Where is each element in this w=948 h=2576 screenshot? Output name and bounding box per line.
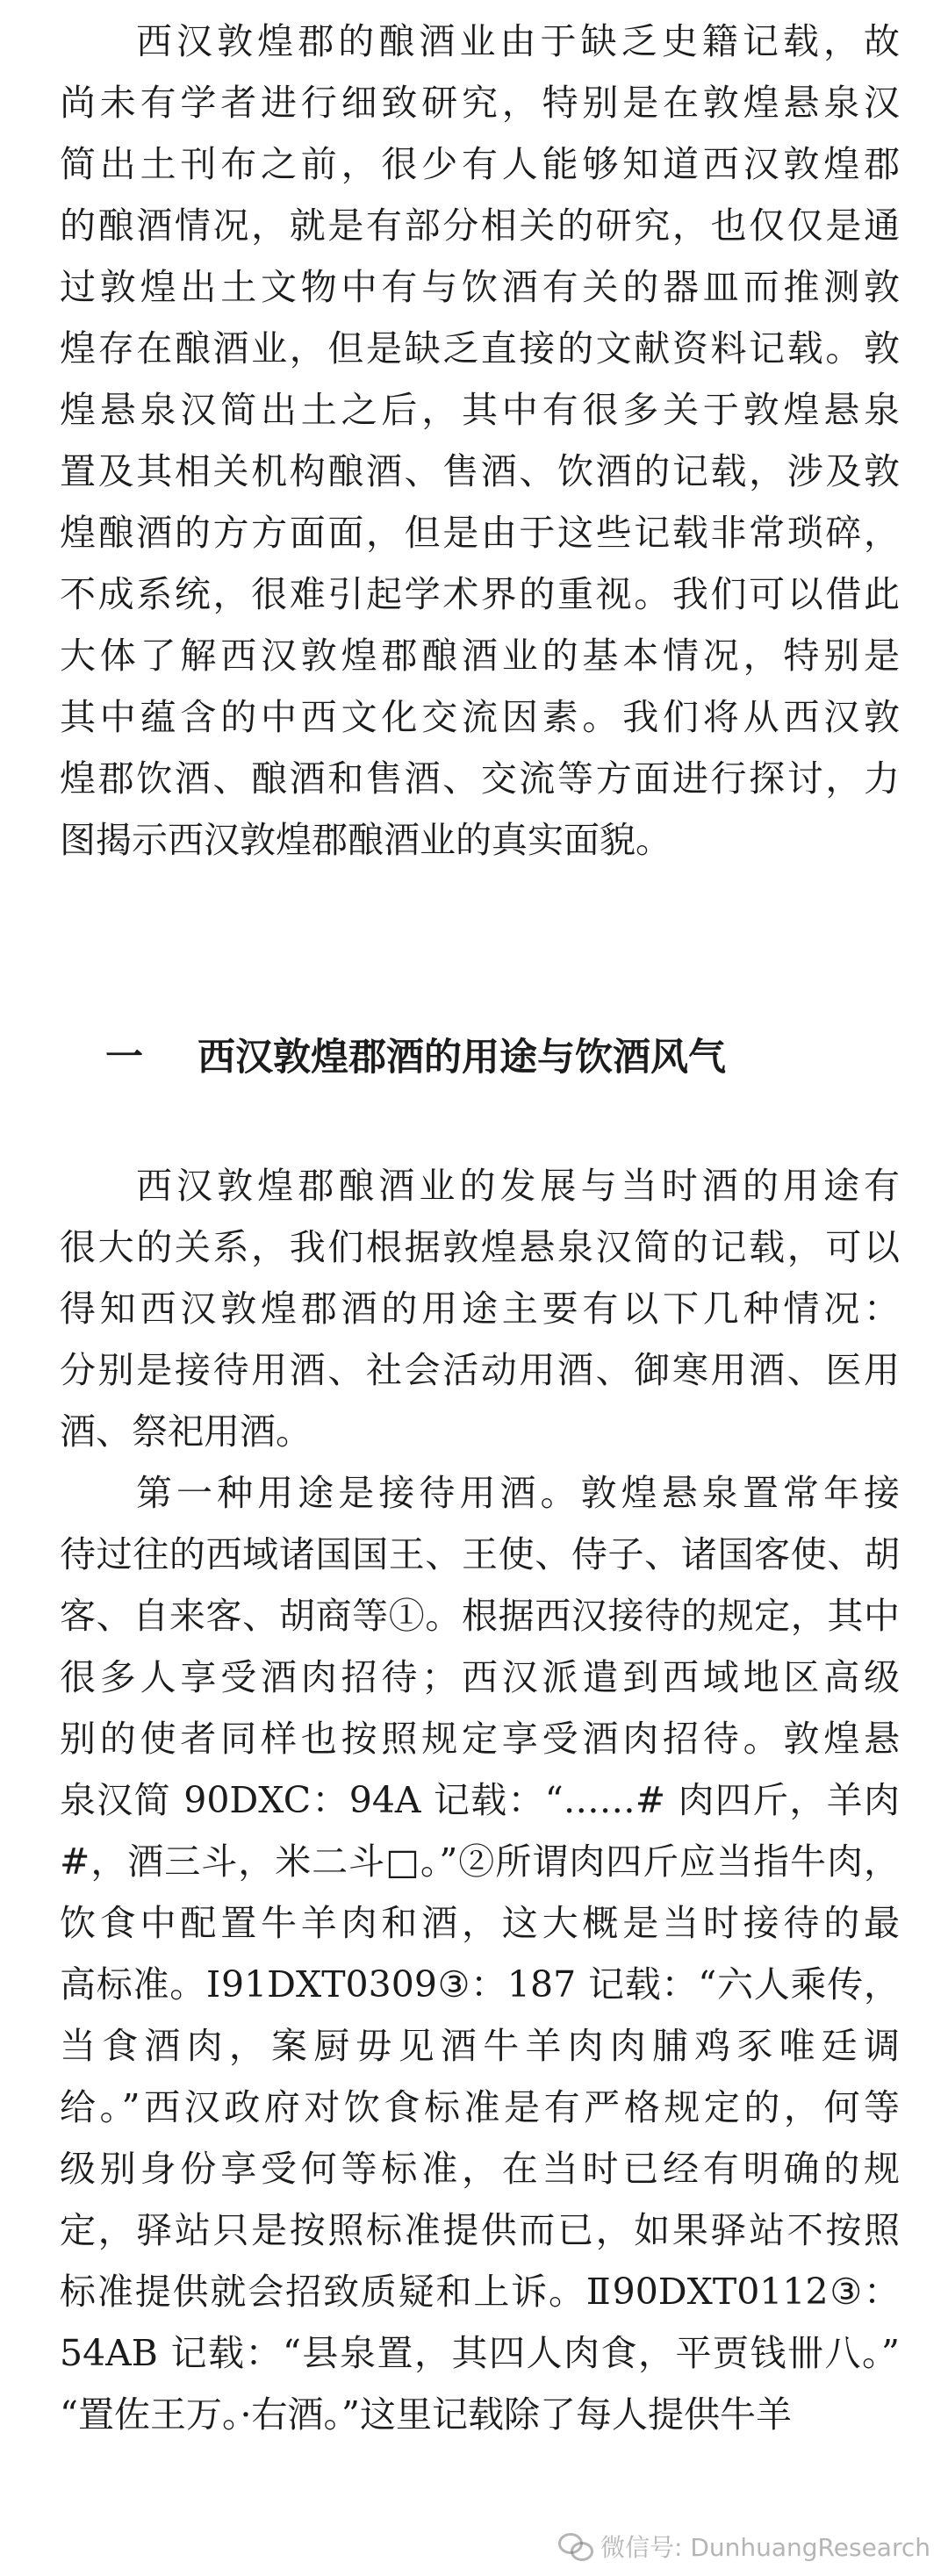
text-line: 西汉敦煌郡的酿酒业由于缺乏史籍记载，故 [136, 20, 900, 62]
section-title: 西汉敦煌郡酒的用途与饮酒风气 [198, 1036, 726, 1080]
intro-paragraph [0, 11, 948, 871]
text-line: 煌酿酒的方方面面，但是由于这些记载非常琐碎， [60, 512, 900, 554]
text-line: 煌郡饮酒、酿酒和售酒、交流等方面进行探讨，力 [60, 757, 900, 800]
text-line: 大体了解西汉敦煌郡酿酒业的基本情况，特别是 [60, 635, 900, 677]
reception-wine-paragraph [0, 1462, 948, 2445]
text-line: 的酿酒情况，就是有部分相关的研究，也仅仅是通 [60, 205, 900, 247]
text-line: 置及其相关机构酿酒、售酒、饮酒的记载，涉及敦 [60, 450, 900, 492]
text-line: 54AB 记载：“县泉置，其四人肉食，平贾钱卌八。” [60, 2332, 900, 2374]
text-line: 分别是接待用酒、社会活动用酒、御寒用酒、医用 [60, 1349, 900, 1391]
text-line: 很多人享受酒肉招待；西汉派遣到西域地区高级 [60, 1656, 900, 1698]
text-line: 给。”西汉政府对饮食标准是有严格规定的，何等 [60, 2086, 900, 2128]
text-line: 得知西汉敦煌郡酒的用途主要有以下几种情况： [60, 1288, 900, 1330]
section-number: 一 [105, 1036, 143, 1080]
text-line: 第一种用途是接待用酒。敦煌悬泉置常年接 [136, 1472, 900, 1514]
text-line: 酒、祭祀用酒。 [60, 1410, 312, 1453]
text-line: 煌悬泉汉简出土之后，其中有很多关于敦煌悬泉 [60, 389, 900, 431]
text-line: 泉汉简 90DXC：94A 记载：“……# 肉四斤，羊肉 [60, 1779, 900, 1821]
text-line: 饮食中配置牛羊肉和酒，这大概是当时接待的最 [60, 1902, 900, 1944]
usage-overview-paragraph [0, 1155, 948, 1462]
text-line: 很大的关系，我们根据敦煌悬泉汉简的记载，可以 [60, 1226, 900, 1268]
text-line: 不成系统，很难引起学术界的重视。我们可以借此 [60, 573, 900, 615]
wechat-icon [558, 2531, 593, 2561]
text-line: 煌存在酿酒业，但是缺乏直接的文献资料记载。敦 [60, 327, 900, 370]
text-line: 当食酒肉，案厨毋见酒牛羊肉肉脯鸡豕唯廷调 [60, 2025, 900, 2067]
text-line: 其中蕴含的中西文化交流因素。我们将从西汉敦 [60, 696, 900, 738]
text-line: 别的使者同样也按照规定享受酒肉招待。敦煌悬 [60, 1718, 900, 1760]
text-line: 简出土刊布之前，很少有人能够知道西汉敦煌郡 [60, 143, 900, 185]
text-line: 客、自来客、胡商等①。根据西汉接待的规定，其中 [60, 1595, 900, 1637]
text-line: 过敦煌出土文物中有与饮酒有关的器皿而推测敦 [60, 266, 900, 308]
text-line: 待过往的西域诸国国王、王使、侍子、诸国客使、胡 [60, 1533, 900, 1575]
section-heading [0, 1027, 948, 1088]
text-line: 标准提供就会招致质疑和上诉。Ⅱ90DXT0112③： [60, 2271, 900, 2313]
text-line: 定，驿站只是按照标准提供而已，如果驿站不按照 [60, 2209, 900, 2251]
text-line: 西汉敦煌郡酿酒业的发展与当时酒的用途有 [136, 1165, 900, 1207]
text-line: 图揭示西汉敦煌郡酿酒业的真实面貌。 [60, 819, 672, 861]
text-line: “置佐王万。·右酒。”这里记载除了每人提供牛羊 [60, 2393, 792, 2436]
text-line: #，酒三斗，米二斗□。”②所谓肉四斤应当指牛肉， [60, 1841, 900, 1883]
watermark-text: 微信号: DunhuangResearch [600, 2533, 930, 2562]
text-line: 高标准。Ⅰ91DXT0309③：187 记载：“六人乘传， [60, 1963, 900, 2006]
text-line: 级别身份享受何等标准，在当时已经有明确的规 [60, 2148, 900, 2190]
wechat-watermark [558, 2522, 930, 2571]
text-line: 尚未有学者进行细致研究，特别是在敦煌悬泉汉 [60, 82, 900, 124]
